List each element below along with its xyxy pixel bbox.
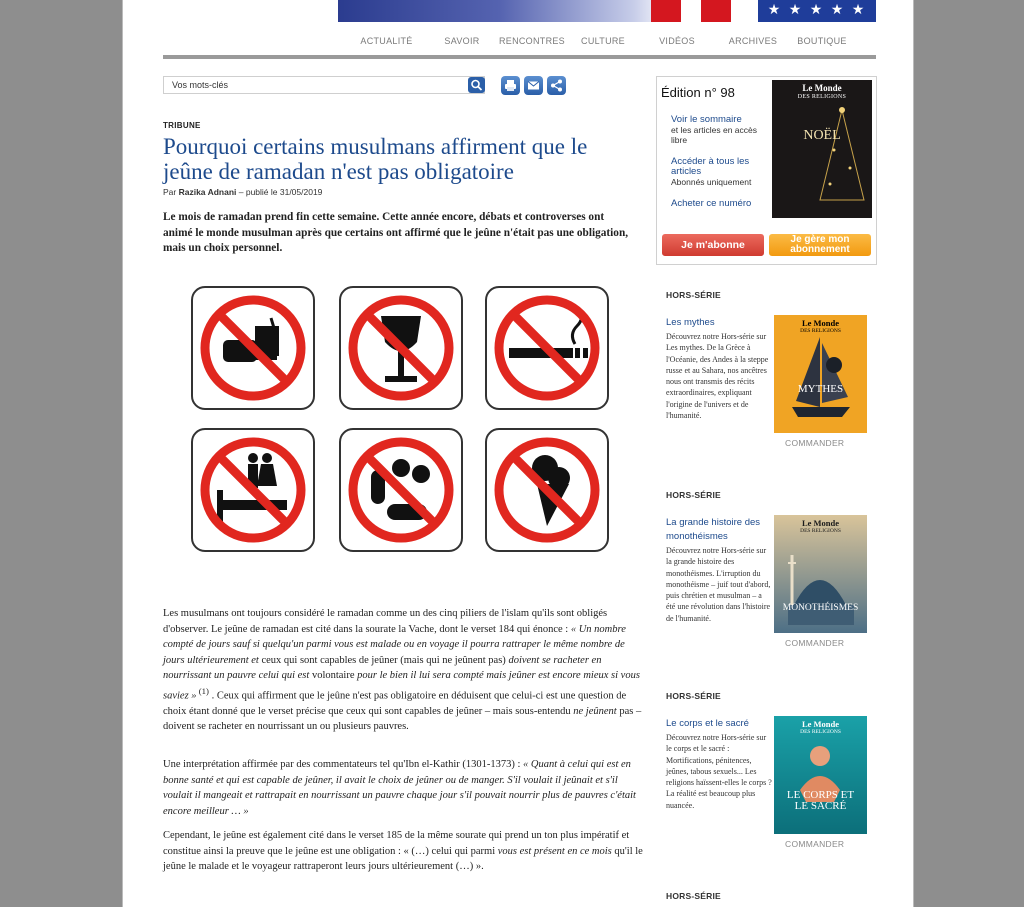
nav-item-videos[interactable]: VIDÉOS (659, 36, 695, 46)
commander-button[interactable]: COMMANDER (785, 638, 845, 648)
article-byline: Par Razika Adnani – publié le 31/05/2019 (163, 187, 323, 197)
hors-serie-desc: Découvrez notre Hors-série sur Les mythes. De la Grèce à l'Océanie, des Andes à la steppe russe et au Sahara, nos ancêtres nous ont transmis des récits extraordinaires, expliquant l'origine de l'univers et de l'humanité. (666, 332, 769, 421)
main-nav (338, 36, 876, 56)
hors-serie-label: HORS-SÉRIE (666, 490, 721, 500)
search-icon (468, 77, 485, 93)
cover-title: MONOTHÉISMES (782, 603, 859, 613)
nav-divider (163, 55, 876, 59)
summary-link[interactable]: Voir le sommaire (671, 114, 742, 125)
flag-stripe (651, 0, 681, 22)
hors-serie-title[interactable]: Le corps et le sacré (666, 718, 749, 729)
author-link[interactable]: Razika Adnani (178, 187, 237, 197)
cover-logo: Le Monde (801, 518, 840, 528)
share-icon (547, 76, 566, 95)
hors-serie-label: HORS-SÉRIE (666, 891, 721, 901)
summary-note: et les articles en accès libre (671, 125, 757, 145)
article-lead: Le mois de ramadan prend fin cette semaine. Cette année encore, débats et controverses ont animé le monde musulman après que certains ont affirmé que le jeûne n'était pas une obligation, mais un choix personnel. (163, 211, 629, 254)
cover-title: LE CORPS ET LE SACRÉ (786, 789, 855, 812)
article-paragraph: Cependant, le jeûne est également cité dans le verset 185 de la même sourate qui prend un ton plus impératif et constitue ainsi la preuve que le jeûne est une obligation : « (…) celui qui parmi vous est présent en ce mois qu'il le jeûne le malade et le voyageur rattraperont leurs jours ultérieurement (…) ». (163, 830, 643, 872)
hors-serie-desc: Découvrez notre Hors-série sur le corps et le sacré : Mortifications, pénitences, jeûnes, tabous sexuels... Les religions haïssent-elles le corps ? La réalité est beaucoup plus nuancée. (666, 733, 772, 810)
flag-stars-icon: ★ ★ ★ ★ ★ ★ (758, 0, 876, 22)
article-title: Pourquoi certains musulmans affirment que le jeûne de ramadan n'est pas obligatoire (163, 134, 588, 184)
no-eating-icon (191, 286, 315, 410)
hors-serie-desc: Découvrez notre Hors-série sur la grande histoire des monothéismes. L'irruption du monothéisme – juif tout d'abord, puis chrétien et musulman – a été une révolution dans l'histoire de l'humanité. (666, 546, 771, 623)
no-smoking-icon (485, 286, 609, 410)
nav-item-rencontres[interactable]: RENCONTRES (498, 36, 565, 46)
edition-box (656, 76, 877, 265)
cover-subtitle: DES RELIGIONS (797, 94, 847, 100)
no-sex-icon (191, 428, 315, 552)
share-button[interactable] (547, 76, 566, 95)
article-illustration (191, 286, 611, 566)
article-section: TRIBUNE (163, 121, 201, 130)
christmas-tree-icon (772, 80, 872, 218)
search-placeholder: Vos mots-clés (172, 80, 229, 90)
article-paragraph: Les musulmans ont toujours considéré le ramadan comme un des cinq piliers de l'islam qu'ils sont obligés d'observer. Le jeûne de ramadan est cité dans la sourate la Vache, dont le verset 184 qui énonce : « Un nombre compté de jours sauf si quelqu'un parmi vous est malade ou en voyage il pourra rattraper le même nombre de jours ultérieurement et ceux qui sont capables de jeûner (mais qui ne jeûnent pas) doivent se racheter en nourrissant un pauvre celui qui est volontaire pour le bien il lui sera compté mais jeûner est encore mieux si vous saviez » $^{(1)}$ . Ceux qui affirment que le jeûne n'est pas obligatoire en déduisent que celui-ci est une question de choix étant donné que le verset précise que ceux qui sont capables de jeûner – mais sous-entendu ne jeûnent pas – doivent se racheter en nourrissant un ou plusieurs pauvres. (163, 608, 642, 732)
header-banner (338, 0, 876, 38)
nav-item-culture[interactable]: CULTURE (581, 36, 625, 46)
hors-serie-cover[interactable] (774, 716, 867, 834)
manage-subscription-button[interactable]: Je gère mon abonnement (769, 234, 871, 256)
all-articles-link[interactable]: Accéder à tous les articles (671, 156, 750, 177)
page (122, 0, 914, 907)
buy-issue-link[interactable]: Acheter ce numéro (671, 198, 752, 209)
cover-title: MYTHES (797, 383, 844, 395)
cover-title: NOËL (803, 128, 841, 143)
hors-serie-cover[interactable] (774, 315, 867, 433)
hors-serie-label: HORS-SÉRIE (666, 290, 721, 300)
search-input[interactable] (163, 76, 485, 94)
cover-logo: Le Monde (801, 719, 840, 729)
hors-serie-title[interactable]: La grande histoire des monothéismes (666, 517, 761, 542)
subscribe-button[interactable]: Je m'abonne (662, 234, 764, 256)
dome-icon (774, 515, 867, 633)
article-paragraph: Une interprétation affirmée par des commentateurs tel qu'Ibn el-Kathir (1301-1373) : « Quant à celui qui est en bonne santé et qui est capable de jeûner, il avait le choix de jeûner ou de manger. S'il voulait il jeûnait et s'il voulait il mangeait et rattrapait en nourrissant un pauvre chaque jour s'il pouvait nourrir plus de pauvres c'était encore meilleur … » (163, 759, 636, 817)
edition-cover[interactable] (772, 80, 872, 218)
commander-button[interactable]: COMMANDER (785, 839, 845, 849)
hors-serie-title[interactable]: Les mythes (666, 317, 715, 328)
figure-icon (774, 716, 867, 834)
no-pills-icon (339, 428, 463, 552)
search-button[interactable] (468, 77, 485, 93)
subscribers-note: Abonnés uniquement (671, 177, 752, 187)
nav-item-boutique[interactable]: BOUTIQUE (797, 36, 847, 46)
no-alcohol-icon (339, 286, 463, 410)
ship-icon (774, 315, 867, 433)
commander-button[interactable]: COMMANDER (785, 438, 845, 448)
edition-title: Édition n° 98 (661, 85, 735, 100)
print-icon (501, 76, 520, 95)
hors-serie-cover[interactable] (774, 515, 867, 633)
cover-subtitle: DES RELIGIONS (800, 528, 841, 534)
nav-item-savoir[interactable]: SAVOIR (444, 36, 480, 46)
cover-logo: Le Monde (801, 318, 840, 328)
cover-logo: Le Monde (802, 83, 842, 93)
cover-subtitle: DES RELIGIONS (800, 729, 841, 735)
no-icecream-icon (485, 428, 609, 552)
nav-item-archives[interactable]: ARCHIVES (728, 36, 778, 46)
mail-icon (524, 76, 543, 95)
flag-stripe (701, 0, 731, 22)
print-button[interactable] (501, 76, 520, 95)
email-button[interactable] (524, 76, 543, 95)
cover-subtitle: DES RELIGIONS (800, 328, 841, 334)
hors-serie-label: HORS-SÉRIE (666, 691, 721, 701)
nav-item-actualite[interactable]: ACTUALITÉ (360, 36, 413, 46)
